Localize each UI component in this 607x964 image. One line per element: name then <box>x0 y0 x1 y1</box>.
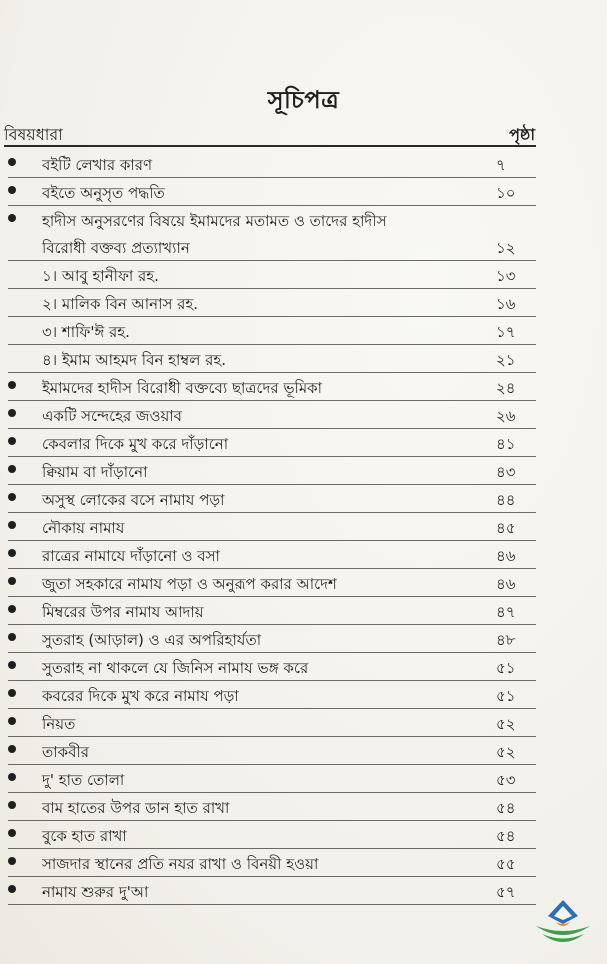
toc-entry-page-number: ৪১ <box>496 435 516 453</box>
publisher-logo-icon <box>528 896 598 956</box>
bullet-icon <box>8 158 16 166</box>
bullet-icon <box>8 214 16 222</box>
toc-entry <box>8 513 536 541</box>
toc-entry-page-number: ৪৪ <box>496 491 516 509</box>
toc-entry-title: হাদীস অনুসরণের বিষয়ে ইমামদের মতামত ও তাদের হাদীস <box>42 212 387 230</box>
toc-entry-page-number: ৭ <box>496 156 506 174</box>
toc-entry-page-number: ২৪ <box>496 379 516 397</box>
toc-entry <box>8 569 536 597</box>
toc-entry <box>8 681 536 709</box>
bullet-icon <box>8 521 16 529</box>
bullet-icon <box>8 493 16 501</box>
toc-entry-title: ইমামদের হাদীস বিরোধী বক্তব্যে ছাত্রদের ভূমিকা <box>42 379 322 397</box>
bullet-icon <box>8 409 16 417</box>
bullet-icon <box>8 549 16 557</box>
toc-entry <box>8 206 536 261</box>
toc-entry-title: বুকে হাত রাখা <box>42 827 127 845</box>
bullet-icon <box>8 186 16 194</box>
toc-entry <box>8 485 536 513</box>
toc-entry <box>8 289 536 317</box>
toc-entry-title: ক্বিয়াম বা দাঁড়ানো <box>42 463 148 481</box>
toc-entry-title: মিম্বরের উপর নামায আদায় <box>42 603 204 621</box>
toc-entry-title: অসুস্থ লোকের বসে নামায পড়া <box>42 491 225 509</box>
toc-entry-page-number: ৫৪ <box>496 799 516 817</box>
bullet-icon <box>8 437 16 445</box>
toc-entry-title-continued: বিরোধী বক্তব্য প্রত্যাখ্যান <box>42 239 190 257</box>
toc-entry-title: ৪। ইমাম আহমদ বিন হাম্বল রহ. <box>42 351 227 369</box>
toc-entry-title: সুতরাহ (আড়াল) ও এর অপরিহার্যতা <box>42 631 262 649</box>
toc-entry <box>8 821 536 849</box>
toc-entry-page-number: ৫১ <box>496 687 516 705</box>
toc-entry <box>8 653 536 681</box>
toc-entry-title: বইতে অনুসৃত পদ্ধতি <box>42 184 165 202</box>
toc-entry-page-number: ১০ <box>496 184 516 202</box>
bullet-icon <box>8 745 16 753</box>
toc-entry <box>8 597 536 625</box>
bullet-icon <box>8 857 16 865</box>
toc-entry-title: বইটি লেখার কারণ <box>42 156 153 174</box>
bullet-icon <box>8 465 16 473</box>
toc-entry-title: দু' হাত তোলা <box>42 771 125 789</box>
bullet-icon <box>8 717 16 725</box>
toc-entry-title: রাত্রের নামাযে দাঁড়ানো ও বসা <box>42 547 220 565</box>
toc-entry <box>8 261 536 289</box>
toc-entry-page-number: ৪৭ <box>496 603 516 621</box>
toc-entry-page-number: ১৩ <box>496 267 516 285</box>
toc-entry <box>8 317 536 345</box>
toc-entry-title: ২। মালিক বিন আনাস রহ. <box>42 295 199 313</box>
toc-entry-title: সুতরাহ না থাকলে যে জিনিস নামায ভঙ্গ করে <box>42 659 309 677</box>
toc-entry-page-number: ৫৭ <box>496 883 516 901</box>
toc-entry-title: তাকবীর <box>42 743 89 761</box>
toc-entry-title: একটি সন্দেহের জওয়াব <box>42 407 183 425</box>
toc-entry-page-number: ৪৬ <box>496 547 516 565</box>
bullet-icon <box>8 661 16 669</box>
toc-entry-page-number: ৪৩ <box>496 463 516 481</box>
bullet-icon <box>8 605 16 613</box>
toc-entry <box>8 150 536 178</box>
bullet-icon <box>8 381 16 389</box>
toc-entry-page-number: ১২ <box>496 239 516 257</box>
toc-entry-title: কেবলার দিকে মুখ করে দাঁড়ানো <box>42 435 229 453</box>
toc-entry-title: সাজদার স্থানের প্রতি নযর রাখা ও বিনয়ী হওয়া <box>42 855 319 873</box>
toc-entry <box>8 541 536 569</box>
bullet-icon <box>8 633 16 641</box>
bullet-icon <box>8 829 16 837</box>
toc-entry <box>8 457 536 485</box>
toc-entry-page-number: ৫৫ <box>496 855 516 873</box>
toc-entry-title: জুতা সহকারে নামায পড়া ও অনুরূপ করার আদেশ <box>42 575 337 593</box>
toc-entry <box>8 625 536 653</box>
toc-entry <box>8 401 536 429</box>
page-title: সূচিপত্র <box>267 86 340 114</box>
toc-entry-page-number: ২১ <box>496 351 516 369</box>
toc-entry <box>8 429 536 457</box>
toc-entry <box>8 765 536 793</box>
toc-entry <box>8 178 536 206</box>
toc-entry <box>8 793 536 821</box>
toc-entry <box>8 877 536 905</box>
toc-entry-title: ৩। শাফি'ঈ রহ. <box>42 323 130 341</box>
toc-entry-page-number: ৫৩ <box>496 771 516 789</box>
toc-entry-page-number: ৫২ <box>496 743 516 761</box>
toc-entry-title: ১। আবু হানীফা রহ. <box>42 267 159 285</box>
toc-entry-page-number: ৪৫ <box>496 519 516 537</box>
toc-entry-title: বাম হাতের উপর ডান হাত রাখা <box>42 799 230 817</box>
toc-entry <box>8 345 536 373</box>
bullet-icon <box>8 885 16 893</box>
toc-entry-page-number: ২৬ <box>496 407 516 425</box>
toc-entry-title: নিয়ত <box>42 715 76 733</box>
toc-entry-page-number: ৫১ <box>496 659 516 677</box>
toc-entry-page-number: ৫২ <box>496 715 516 733</box>
page-column-header: পৃষ্ঠা <box>509 125 535 144</box>
toc-entry-page-number: ৪৮ <box>496 631 516 649</box>
toc-entry-title: কবরের দিকে মুখ করে নামায পড়া <box>42 687 239 705</box>
toc-entry <box>8 849 536 877</box>
bullet-icon <box>8 577 16 585</box>
toc-entry-page-number: ৫৪ <box>496 827 516 845</box>
header-divider <box>4 145 536 147</box>
toc-entry-title: নৌকায় নামায <box>42 519 125 537</box>
toc-entry <box>8 737 536 765</box>
bullet-icon <box>8 801 16 809</box>
toc-entry-page-number: ১৬ <box>496 295 516 313</box>
toc-entry-title: নামায শুরুর দু'আ <box>42 883 149 901</box>
subject-column-header: বিষয়ধারা <box>4 125 63 144</box>
table-of-contents <box>8 150 536 905</box>
toc-entry <box>8 709 536 737</box>
bullet-icon <box>8 689 16 697</box>
toc-entry-page-number: ৪৬ <box>496 575 516 593</box>
toc-entry-page-number: ১৭ <box>496 323 516 341</box>
toc-entry <box>8 373 536 401</box>
bullet-icon <box>8 773 16 781</box>
